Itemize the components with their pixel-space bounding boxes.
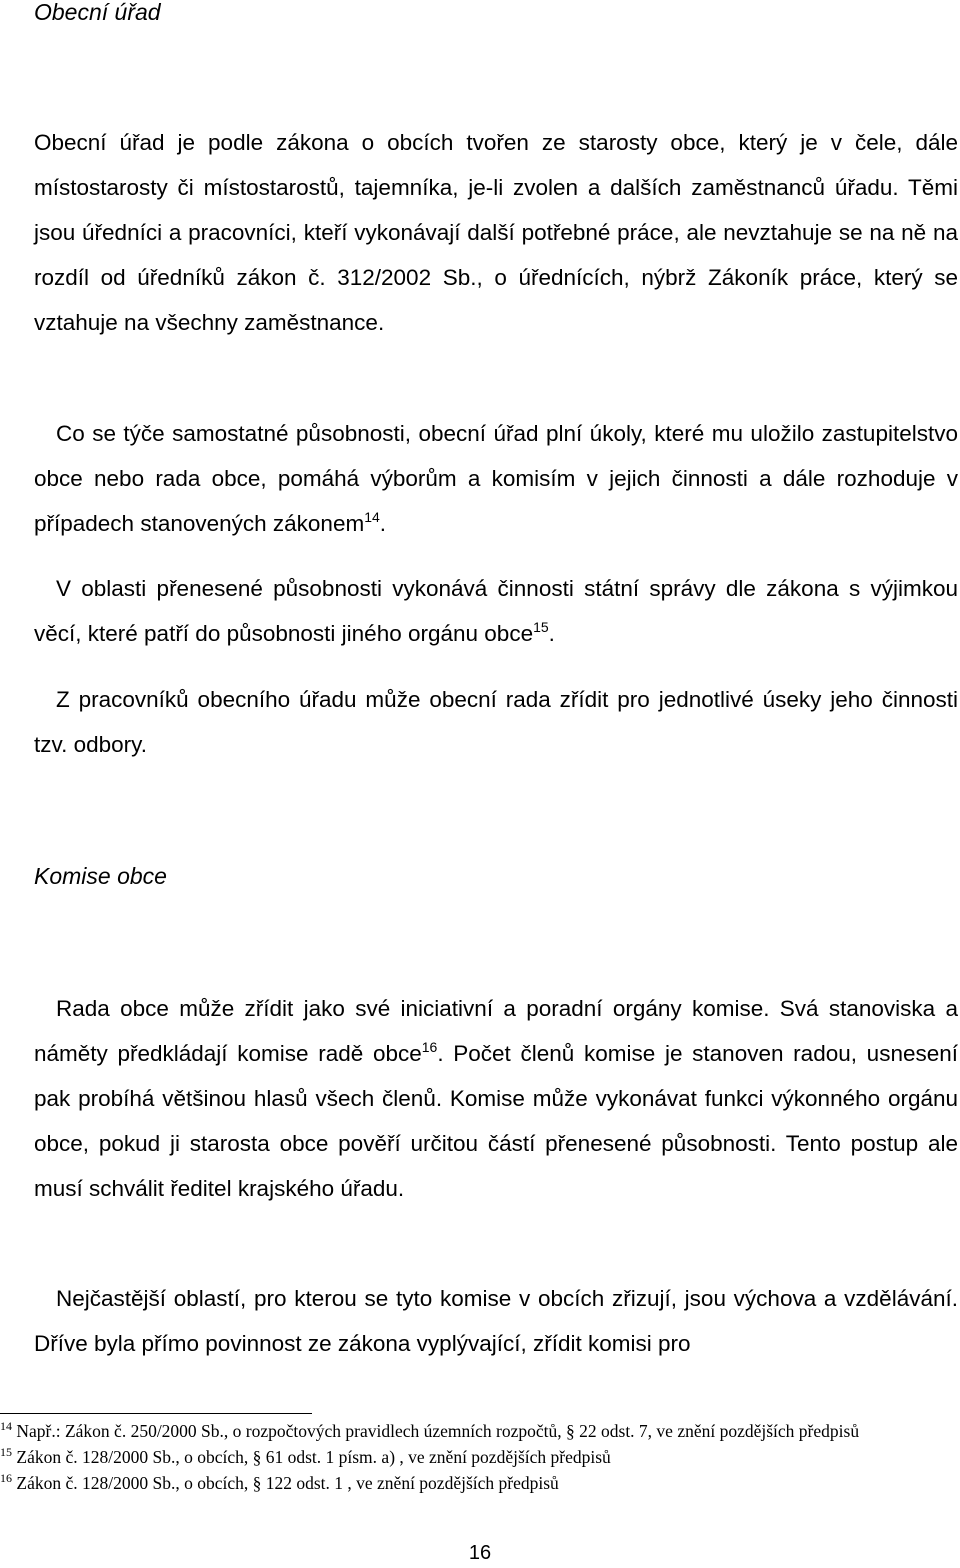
paragraph-samostatna-pusobnost: Co se týče samostatné působnosti, obecní úřad plní úkoly, které mu uložilo zastupitelstvo obce nebo rada obce, pomáhá výborům a komisím v jejich činnosti a dále rozhoduje v případech stanovených zákonem$^{14}$. bbox=[34, 421, 958, 536]
footnote-ref-14[interactable]: 14 bbox=[364, 509, 380, 525]
footnote-16 bbox=[0, 1470, 900, 1496]
paragraph-text: V oblasti přenesené působnosti vykonává činnosti státní správy dle zákona s výjimkou věcí, které patří do působnosti jiného orgánu obce bbox=[34, 576, 958, 646]
section-heading-obecni-urad: Obecní úřad bbox=[34, 0, 161, 25]
footnotes bbox=[0, 1418, 900, 1496]
footnote-number: 15 bbox=[0, 1445, 12, 1459]
paragraph-odbory: Z pracovníků obecního úřadu může obecní rada zřídit pro jednotlivé úseky jeho činnosti tzv. odbory. bbox=[34, 687, 958, 757]
paragraph-komise-oblasti: Nejčastější oblastí, pro kterou se tyto komise v obcích zřizují, jsou výchova a vzdělávání. Dříve byla přímo povinnost ze zákona vyplývající, zřídit komisi pro bbox=[34, 1286, 958, 1356]
paragraph-obecni-urad-composition: Obecní úřad je podle zákona o obcích tvořen ze starosty obce, který je v čele, dále místostarosty či místostarostů, tajemníka, je-li zvolen a dalších zaměstnanců úřadu. Těmi jsou úředníci a pracovníci, kteří vykonávají další potřebné práce, ale nevztahuje se na ně na rozdíl od úředníků zákon č. 312/2002 Sb., o úřednících, nýbrž Zákoník práce, který se vztahuje na všechny zaměstnance. bbox=[34, 130, 958, 335]
footnote-ref-16[interactable]: 16 bbox=[421, 1039, 438, 1055]
footnote-text: Zákon č. 128/2000 Sb., o obcích, § 61 odst. 1 písm. a) , ve znění pozdějších předpisů bbox=[12, 1447, 611, 1467]
footnote-separator bbox=[0, 1413, 312, 1414]
footnote-text: Zákon č. 128/2000 Sb., o obcích, § 122 odst. 1 , ve znění pozdějších předpisů bbox=[12, 1473, 559, 1493]
paragraph-prenesena-pusobnost: V oblasti přenesené působnosti vykonává činnosti státní správy dle zákona s výjimkou věcí, které patří do působnosti jiného orgánu obce$^{15}$. bbox=[34, 576, 958, 646]
page-number: 16 bbox=[468, 1542, 492, 1564]
footnote-14 bbox=[0, 1418, 900, 1444]
footnote-15 bbox=[0, 1444, 900, 1470]
paragraph-text: Rada obce může zřídit jako své iniciativní a poradní orgány komise. Svá stanoviska a náměty předkládají komise radě obce bbox=[34, 996, 958, 1066]
paragraph-komise-ustaveni bbox=[34, 986, 958, 1211]
footnote-text: Např.: Zákon č. 250/2000 Sb., o rozpočtových pravidlech územních rozpočtů, § 22 odst. 7, ve znění pozdějších předpisů bbox=[12, 1421, 860, 1441]
section-heading-komise-obce: Komise obce bbox=[34, 863, 167, 889]
paragraph-text: Co se týče samostatné působnosti, obecní úřad plní úkoly, které mu uložilo zastupitelstvo obce nebo rada obce, pomáhá výborům a komisím v jejich činnosti a dále rozhoduje v případech stanovených zákonem bbox=[34, 421, 958, 536]
footnote-number: 14 bbox=[0, 1419, 12, 1433]
paragraph-text: . Počet členů komise je stanoven radou, usnesení pak probíhá většinou hlasů všech členů. Komise může vykonávat funkci výkonného orgánu obce, pokud ji starosta obce pověří určitou částí přenesené působnosti. Tento postup ale musí schválit ředitel krajského úřadu. bbox=[34, 1041, 958, 1201]
footnote-ref-15[interactable]: 15 bbox=[533, 619, 549, 635]
footnote-number: 16 bbox=[0, 1471, 12, 1485]
